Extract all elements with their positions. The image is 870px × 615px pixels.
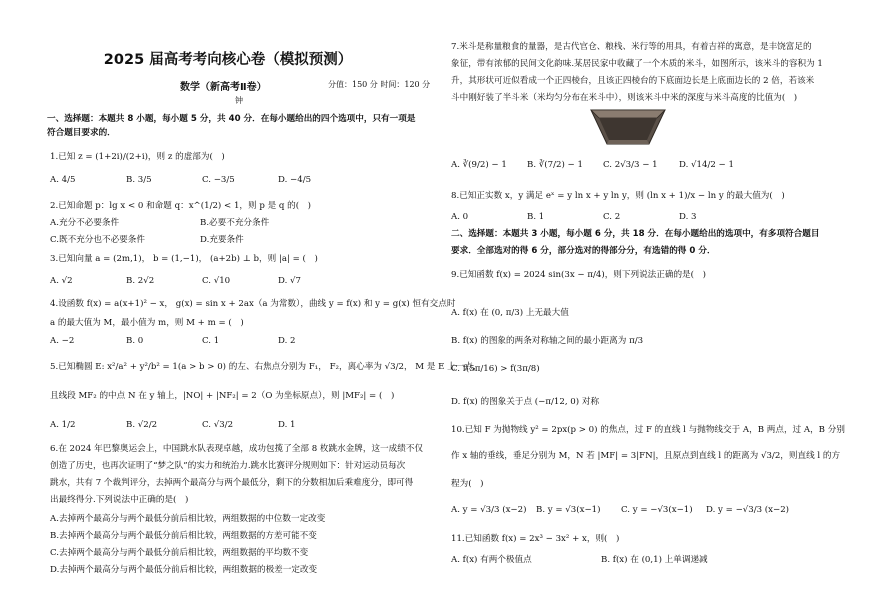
q10-option-a: A. y = √3/3 (x−2) [451,505,527,515]
question-7-line3: 升，其形状可近似看成一个正四棱台，且该正四棱台的下底面边长是上底面边长的 2 倍，若该米 [451,76,815,86]
q8-option-c: C. 2 [603,212,621,222]
q2-option-d: D.充要条件 [200,235,244,245]
question-10-line3: 程为( ) [451,479,484,489]
question-1: 1.已知 z = (1+2i)/(2+i)，则 z 的虚部为( ) [50,152,225,162]
q6-option-a: A.去掉两个最高分与两个最低分前后相比较，两组数据的中位数一定改变 [50,514,326,524]
q8-option-d: D. 3 [679,212,697,222]
q11-option-a: A. f(x) 有两个极值点 [451,555,532,565]
question-6: 6.在 2024 年巴黎奥运会上，中国跳水队表现卓越，成功包揽了全部 8 枚跳水金牌，这一成绩不仅 [50,444,424,454]
q3-option-b: B. 2√2 [126,276,155,286]
question-4: 4.设函数 f(x) = a(x+1)² − x， g(x) = sin x + 2ax（a 为常数），曲线 y = f(x) 和 y = g(x) 恒有交点时 [50,299,456,309]
question-11-options [451,555,841,566]
q9-option-b: B. f(x) 的图象的两条对称轴之间的最小距离为 π/3 [451,336,644,346]
q9-option-c: C. f(5π/16) > f(3π/8) [451,364,540,374]
question-2-options-row1 [50,218,428,229]
q7-option-c: C. 2√3/3 − 1 [603,160,658,170]
q5-option-b: B. √2/2 [126,420,158,430]
q3-option-a: A. √2 [50,276,73,286]
q7-option-a: A. ∛(9/2) − 1 [451,160,507,170]
q4-option-d: D. 2 [278,336,296,346]
question-10: 10.已知 F 为抛物线 y² = 2px(p > 0) 的焦点，过 F 的直线 l 与抛物线交于 A，B 两点，过 A，B 分别 [451,425,845,435]
q2-option-a: A.充分不必要条件 [50,218,120,228]
question-7-options [451,160,841,171]
question-2: 2.已知命题 p：lg x < 0 和命题 q：x^(1/2) < 1，则 p 是 q 的( ) [50,201,312,211]
question-5-options [50,420,428,431]
question-8-options [451,212,841,223]
q6-option-b: B.去掉两个最高分与两个最低分前后相比较，两组数据的方差可能不变 [50,531,317,541]
section-1-heading-cont: 符合题目要求的． [47,128,116,138]
question-7: 7.米斗是称量粮食的量器，是古代官仓、粮栈、米行等的用具，有着吉祥的寓意，是丰饶富足的 [451,42,812,52]
question-4-options [50,336,428,347]
q4-option-c: C. 1 [202,336,220,346]
question-6-line3: 跳水，共有 7 个裁判评分，去掉两个最高分与两个最低分，剩下的分数相加后乘难度分，即可得 [50,478,414,488]
q7-option-d: D. √14/2 − 1 [679,160,734,170]
q6-option-d: D.去掉两个最高分与两个最低分前后相比较，两组数据的极差一定改变 [50,565,318,575]
q4-option-b: B. 0 [126,336,144,346]
q11-option-b: B. f(x) 在 (0,1) 上单调递减 [601,555,708,565]
q7-option-b: B. ∛(7/2) − 1 [527,160,583,170]
q9-option-d: D. f(x) 的图象关于点 (−π/12, 0) 对称 [451,397,600,407]
q1-option-d: D. −4/5 [278,175,312,185]
exam-subtitle: 数学（新高考Ⅱ卷） [180,82,267,93]
q2-option-b: B.必要不充分条件 [200,218,270,228]
exam-info: 分值：150 分 时间：120 分 [328,80,431,89]
q5-option-d: D. 1 [278,420,296,430]
q1-option-c: C. −3/5 [202,175,235,185]
question-7-line2: 象征，带有浓郁的民间文化韵味.某居民家中收藏了一个木质的米斗，如图所示，该米斗的容积为 1 [451,59,823,69]
q5-option-a: A. 1/2 [50,420,76,430]
question-5-cont: 且线段 MF₂ 的中点 N 在 y 轴上，|NO| + |NF₂| = 2（O 为坐标原点），则 |MF₂| = ( ) [50,391,395,401]
question-3: 3.已知向量 a = (2m,1)， b = (1,−1)， (a+2b) ⊥ b，则 |a| = ( ) [50,254,318,264]
question-10-line2: 作 x 轴的垂线，垂足分别为 M，N 若 |MF| = 3|FN|，且原点到直线 l 的距离为 √3/2，则直线 l 的方 [451,451,841,461]
question-4-cont: a 的最大值为 M，最小值为 m，则 M + m = ( ) [50,318,244,328]
section-2-heading-cont: 要求．全部选对的得 6 分，部分选对的得部分分，有选错的得 0 分． [451,246,716,256]
q5-option-c: C. √3/2 [202,420,234,430]
q3-option-c: C. √10 [202,276,231,286]
q8-option-a: A. 0 [451,212,469,222]
section-2-heading: 二、选择题：本题共 3 小题，每小题 6 分，共 18 分．在每小题给出的选项中，有多项符合题目 [451,229,820,239]
q4-option-a: A. −2 [50,336,75,346]
q10-option-c: C. y = −√3(x−1) [621,505,693,515]
rice-measure-figure [587,104,669,152]
question-1-options [50,175,428,186]
q2-option-c: C.既不充分也不必要条件 [50,235,145,245]
q9-option-a: A. f(x) 在 (0, π/3) 上无最大值 [451,308,569,318]
exam-title: 2025 届高考考向核心卷（模拟预测） [103,52,353,68]
question-2-options-row2 [50,235,428,246]
question-7-line4: 斗中刚好装了半斗米（米均匀分布在米斗中），则该米斗中米的深度与米斗高度的比值为( ) [451,93,798,103]
question-3-options [50,276,428,287]
section-1-heading: 一、选择题：本题共 8 小题，每小题 5 分，共 40 分．在每小题给出的四个选项中，只有一项是 [47,114,416,124]
q6-option-c: C.去掉两个最高分与两个最低分前后相比较，两组数据的平均数不变 [50,548,309,558]
question-5: 5.已知椭圆 E: x²/a² + y²/b² = 1(a > b > 0) 的左、右焦点分别为 F₁， F₂，离心率为 √3/2， M 是 E 上一点， [50,362,482,372]
q3-option-d: D. √7 [278,276,301,286]
question-10-options [451,505,841,516]
exam-info-cont: 钟 [235,96,243,105]
question-6-line4: 出最终得分.下列说法中正确的是( ) [50,495,189,505]
q8-option-b: B. 1 [527,212,545,222]
question-11: 11.已知函数 f(x) = 2x³ − 3x² + x，则( ) [451,534,620,544]
q1-option-a: A. 4/5 [50,175,76,185]
q10-option-d: D. y = −√3/3 (x−2) [706,505,790,515]
question-8: 8.已知正实数 x，y 满足 eˣ = y ln x + y ln y，则 (ln x + 1)/x − ln y 的最大值为( ) [451,191,785,201]
question-9: 9.已知函数 f(x) = 2024 sin(3x − π/4)，则下列说法正确的是( ) [451,270,706,280]
question-6-line2: 创造了历史，也再次证明了“梦之队”的实力和统治力.跳水比赛评分规则如下：针对运动员每次 [50,461,406,471]
q10-option-b: B. y = √3(x−1) [536,505,601,515]
q1-option-b: B. 3/5 [126,175,152,185]
